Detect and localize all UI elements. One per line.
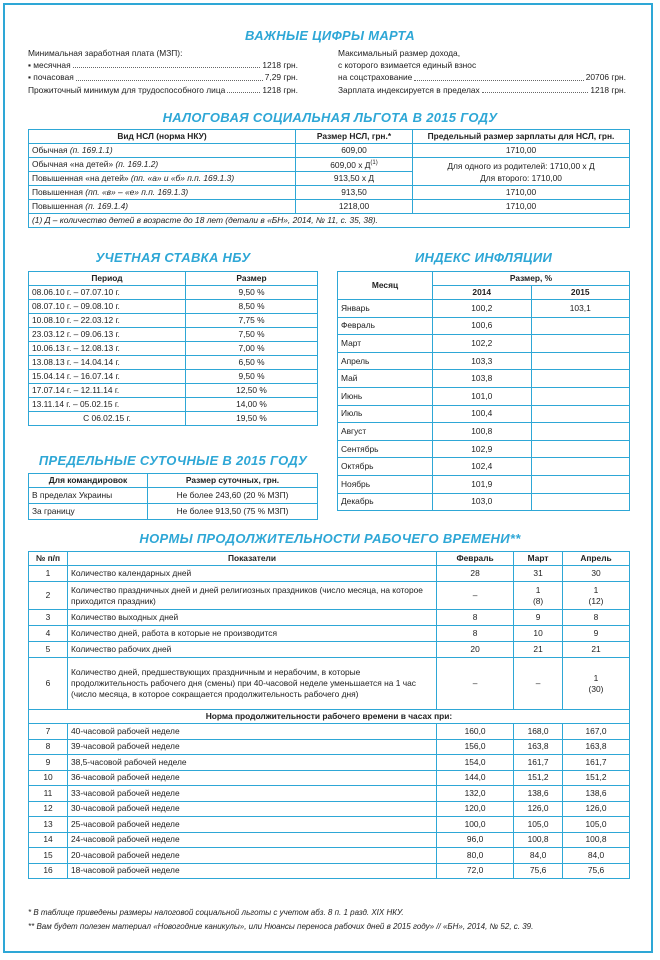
inflation-title: ИНДЕКС ИНФЛЯЦИИ	[414, 250, 553, 265]
nsl-table	[28, 129, 630, 228]
table-row: За границу Не более 913,50 (75 % МЗП)	[29, 504, 318, 520]
norms-header-mar: Март	[514, 552, 563, 566]
nsl-header-limit: Предельный размер зарплаты для НСЛ, грн.	[413, 130, 630, 144]
daily-header-size: Размер суточных, грн.	[148, 474, 318, 488]
max-income-line2: с которого взимается единый взнос	[338, 60, 477, 71]
table-row: Март 102,2	[338, 335, 630, 353]
table-row: 17.07.14 г. – 12.11.14 г. 12,50 %	[29, 384, 318, 398]
inflation-header-2015: 2015	[531, 286, 630, 300]
indexation-row: Зарплата индексируется в пределах 1218 грн.	[338, 84, 626, 95]
table-row: 23.03.12 г. – 09.06.13 г. 7,50 %	[29, 328, 318, 342]
nsl-header-kind: Вид НСЛ (норма НКУ)	[29, 130, 296, 144]
table-row: Ноябрь 101,9	[338, 475, 630, 493]
table-row: 15 20-часовой рабочей неделе 80,0 84,0 84,0	[29, 848, 630, 864]
table-row: С 06.02.15 г. 19,50 %	[29, 412, 318, 426]
table-row: 13 25-часовой рабочей неделе 100,0 105,0 105,0	[29, 817, 630, 833]
table-row: Повышенная (п. 169.1.4) 1218,00 1710,00	[29, 200, 630, 214]
nbu-title: УЧЕТНАЯ СТАВКА НБУ	[95, 250, 251, 265]
figures-right	[338, 47, 626, 96]
subsistence-row: Прожиточный минимум для трудоспособного лица 1218 грн.	[28, 84, 298, 95]
table-row: 3 Количество выходных дней 8 9 8	[29, 610, 630, 626]
inflation-header-size: Размер, %	[433, 272, 630, 286]
table-row: Повышенная «на детей» (пп. «а» и «б» п.п. 169.1.3) 913,50 х Д	[29, 172, 630, 186]
table-row: 08.06.10 г. – 07.07.10 г. 9,50 %	[29, 286, 318, 300]
norms-table	[28, 551, 630, 879]
table-row: 10 36-часовой рабочей неделе 144,0 151,2 151,2	[29, 770, 630, 786]
nbu-header-period: Период	[29, 272, 186, 286]
table-row: 9 38,5-часовой рабочей неделе 154,0 161,7 161,7	[29, 755, 630, 771]
table-row: Октябрь 102,4	[338, 458, 630, 476]
table-row: Август 100,8	[338, 423, 630, 441]
table-row: 2 Количество праздничных дней и дней религиозных праздников (число месяца, на которое приходится праздник) – 1 (8) 1 (12)	[29, 582, 630, 610]
daily-title: ПРЕДЕЛЬНЫЕ СУТОЧНЫЕ В 2015 ГОДУ	[38, 453, 308, 468]
inflation-header-month: Месяц	[338, 272, 433, 300]
nbu-header-size: Размер	[186, 272, 318, 286]
norms-header-indicator: Показатели	[68, 552, 437, 566]
table-row: 11 33-часовой рабочей неделе 132,0 138,6 138,6	[29, 786, 630, 802]
table-row: Обычная (п. 169.1.1) 609,00 1710,00	[29, 144, 630, 158]
figures-left	[28, 47, 298, 96]
table-row: 4 Количество дней, работа в которые не производится 8 10 9	[29, 626, 630, 642]
inflation-header-2014: 2014	[433, 286, 532, 300]
norms-header-num: № п/п	[29, 552, 68, 566]
table-row: 10.08.10 г. – 22.03.12 г. 7,75 %	[29, 314, 318, 328]
march-figures-title: ВАЖНЫЕ ЦИФРЫ МАРТА	[245, 28, 415, 43]
table-row: 13.11.14 г. – 05.02.15 г. 14,00 %	[29, 398, 318, 412]
norms-header-apr: Апрель	[563, 552, 630, 566]
table-row: Январь 100,2 103,1	[338, 300, 630, 318]
max-income-line1: Максимальный размер дохода,	[338, 48, 461, 58]
nsl-title: НАЛОГОВАЯ СОЦИАЛЬНАЯ ЛЬГОТА В 2015 ГОДУ	[162, 110, 498, 125]
inflation-table	[337, 271, 630, 511]
table-row: Апрель 103,3	[338, 352, 630, 370]
table-row: Сентябрь 102,9	[338, 440, 630, 458]
norms-title: НОРМЫ ПРОДОЛЖИТЕЛЬНОСТИ РАБОЧЕГО ВРЕМЕНИ**	[139, 531, 521, 546]
footnote-1: * В таблице приведены размеры налоговой социальной льготы с учетом абз. 8 п. 1 разд. XIX НКУ.	[28, 908, 404, 917]
table-row: 13.08.13 г. – 14.04.14 г. 6,50 %	[29, 356, 318, 370]
table-row: 1 Количество календарных дней 28 31 30	[29, 566, 630, 582]
table-row: Декабрь 103,0	[338, 493, 630, 511]
table-row: Февраль 100,6	[338, 317, 630, 335]
norms-subheader: Норма продолжительности рабочего времени в часах при:	[29, 710, 630, 724]
max-income-row: на соцстрахование 20706 грн.	[338, 72, 626, 83]
table-row: Июнь 101,0	[338, 387, 630, 405]
nsl-note: (1) Д – количество детей в возрасте до 18 лет (детали в «БН», 2014, № 11, с. 35, 38).	[29, 214, 630, 228]
nsl-header-size: Размер НСЛ, грн.*	[296, 130, 413, 144]
table-row: 15.04.14 г. – 16.07.14 г. 9,50 %	[29, 370, 318, 384]
footnote-2: ** Вам будет полезен материал «Новогодние каникулы», или Нюансы переноса рабочих дней в 2015 году» // «БН», 2014, № 52, с. 39.	[28, 922, 534, 931]
table-row: Май 103,8	[338, 370, 630, 388]
daily-header-trip: Для командировок	[29, 474, 148, 488]
table-row: 8 39-часовой рабочей неделе 156,0 163,8 163,8	[29, 739, 630, 755]
table-row: 7 40-часовой рабочей неделе 160,0 168,0 167,0	[29, 724, 630, 740]
norms-header-feb: Февраль	[437, 552, 514, 566]
table-row: 08.07.10 г. – 09.08.10 г. 8,50 %	[29, 300, 318, 314]
mzp-monthly-row: ▪ месячная 1218 грн.	[28, 60, 298, 71]
table-row: Обычная «на детей» (п. 169.1.2) 609,00 х $Д^{(1)}$ Для одного из родителей: 1710,00 х Д Для второго: 1710,00	[29, 158, 630, 172]
nbu-table	[28, 271, 318, 426]
table-row: 12 30-часовой рабочей неделе 120,0 126,0 126,0	[29, 801, 630, 817]
table-row: Июль 100,4	[338, 405, 630, 423]
table-row: 5 Количество рабочих дней 20 21 21	[29, 642, 630, 658]
table-row: В пределах Украины Не более 243,60 (20 % МЗП)	[29, 488, 318, 504]
table-row: 6 Количество дней, предшествующих праздничным и нерабочим, в которые продолжительность рабочего дня (смены) при 40-часовой неделе уменьшается на 1 час (число месяца, в которое сокращается продолжительность рабочего дня) – – 1 (30)	[29, 658, 630, 710]
table-row: 10.06.13 г. – 12.08.13 г. 7,00 %	[29, 342, 318, 356]
table-row: 16 18-часовой рабочей неделе 72,0 75,6 75,6	[29, 863, 630, 879]
mzp-label: Минимальная заработная плата (МЗП):	[28, 48, 183, 58]
mzp-hourly-row: ▪ почасовая 7,29 грн.	[28, 72, 298, 83]
table-row: Повышенная (пп. «в» – «е» п.п. 169.1.3) 913,50 1710,00	[29, 186, 630, 200]
daily-table	[28, 473, 318, 520]
table-row: 14 24-часовой рабочей неделе 96,0 100,8 100,8	[29, 832, 630, 848]
